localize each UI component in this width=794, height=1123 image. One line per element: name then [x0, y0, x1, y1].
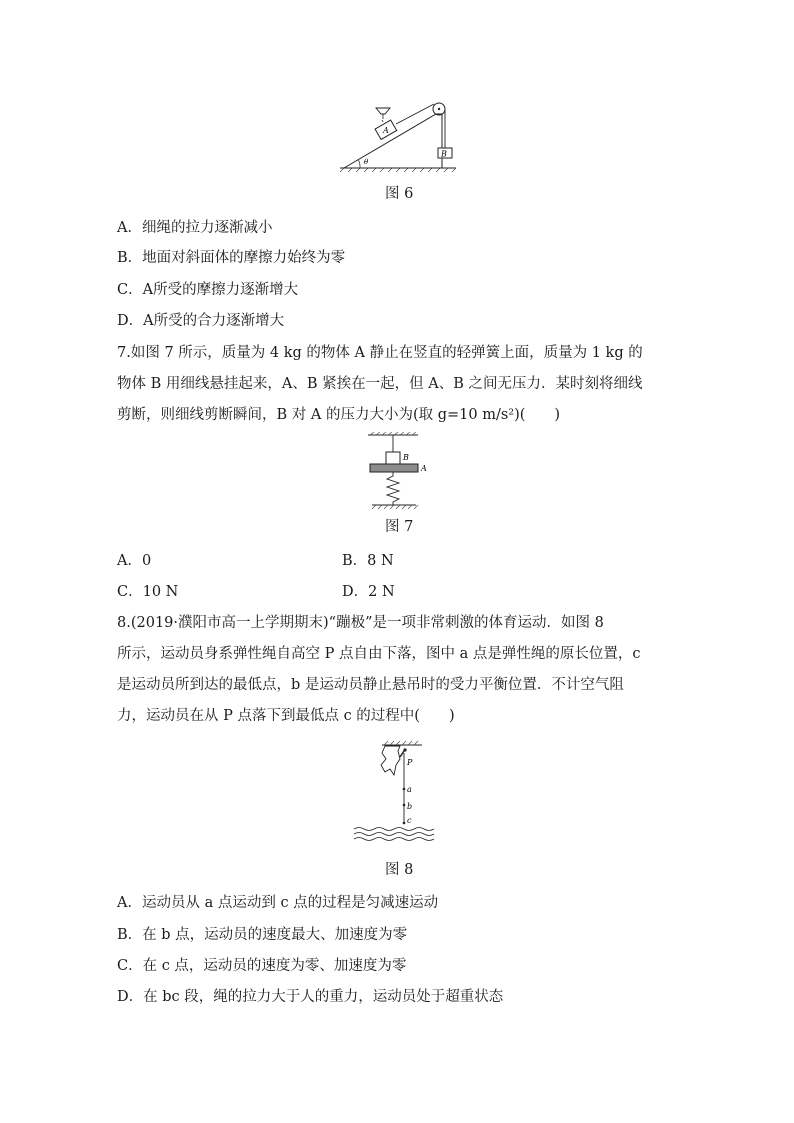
- label-p: P: [407, 758, 413, 767]
- label-c: c: [407, 816, 412, 825]
- q8-option-c: C．在 c 点，运动员的速度为零、加速度为零: [117, 958, 407, 974]
- q7-option-c: C．10 N: [117, 584, 179, 600]
- label-b: b: [407, 802, 413, 811]
- block-b: [386, 452, 400, 464]
- q8-option-d: D．在 bc 段，绳的拉力大于人的重力，运动员处于超重状态: [117, 989, 504, 1005]
- figure-8-bungee-diagram: [352, 735, 442, 845]
- q7-option-a: A．0: [117, 553, 152, 569]
- label-b-fig7: B: [403, 453, 409, 462]
- q6-option-d: D．A所受的合力逐渐增大: [117, 313, 285, 329]
- q7-line-1: 7.如图 7 所示，质量为 4 kg 的物体 A 静止在竖直的轻弹簧上面，质量为 1 kg 的: [117, 345, 643, 361]
- figure-7-spring-diagram: [366, 432, 436, 512]
- q8-line-2: 所示，运动员身系弹性绳自高空 P 点自由下落，图中 a 点是弹性绳的原长位置，c: [117, 646, 641, 662]
- q7-option-d: D．2 N: [342, 584, 395, 600]
- q6-option-b: B．地面对斜面体的摩擦力始终为零: [117, 250, 346, 266]
- figure-7-caption: 图 7: [385, 519, 414, 535]
- figure-6-incline-diagram: [340, 100, 460, 175]
- q8-line-4: 力，运动员在从 P 点落下到最低点 c 的过程中( ): [117, 708, 455, 724]
- label-a: a: [407, 785, 412, 794]
- q8-option-b: B．在 b 点，运动员的速度最大、加速度为零: [117, 927, 408, 943]
- q7-line-3: 剪断，则细线剪断瞬间，B 对 A 的压力大小为(取 g=10 m/s²)( ): [117, 407, 561, 423]
- figure-6-caption: 图 6: [385, 186, 414, 202]
- q6-option-c: C．A所受的摩擦力逐渐增大: [117, 282, 299, 298]
- q6-option-a: A．细绳的拉力逐渐减小: [117, 220, 273, 236]
- label-a-fig6: A: [383, 126, 389, 135]
- q8-line-3: 是运动员所到达的最低点，b 是运动员静止悬吊时的受力平衡位置．不计空气阻: [117, 677, 624, 693]
- q7-option-b: B．8 N: [342, 553, 394, 569]
- label-theta: θ: [364, 158, 369, 166]
- q7-line-2: 物体 B 用细线悬挂起来，A、B 紧挨在一起，但 A、B 之间无压力．某时刻将细线: [117, 376, 643, 392]
- figure-8-caption: 图 8: [385, 862, 414, 878]
- label-a-fig7: A: [421, 464, 427, 473]
- label-b-fig6: B: [441, 149, 447, 159]
- block-a: [370, 464, 418, 472]
- q8-option-a: A．运动员从 a 点运动到 c 点的过程是匀减速运动: [117, 895, 439, 911]
- q8-line-1: 8.(2019·濮阳市高一上学期期末)“蹦极”是一项非常刺激的体育运动．如图 8: [117, 615, 604, 631]
